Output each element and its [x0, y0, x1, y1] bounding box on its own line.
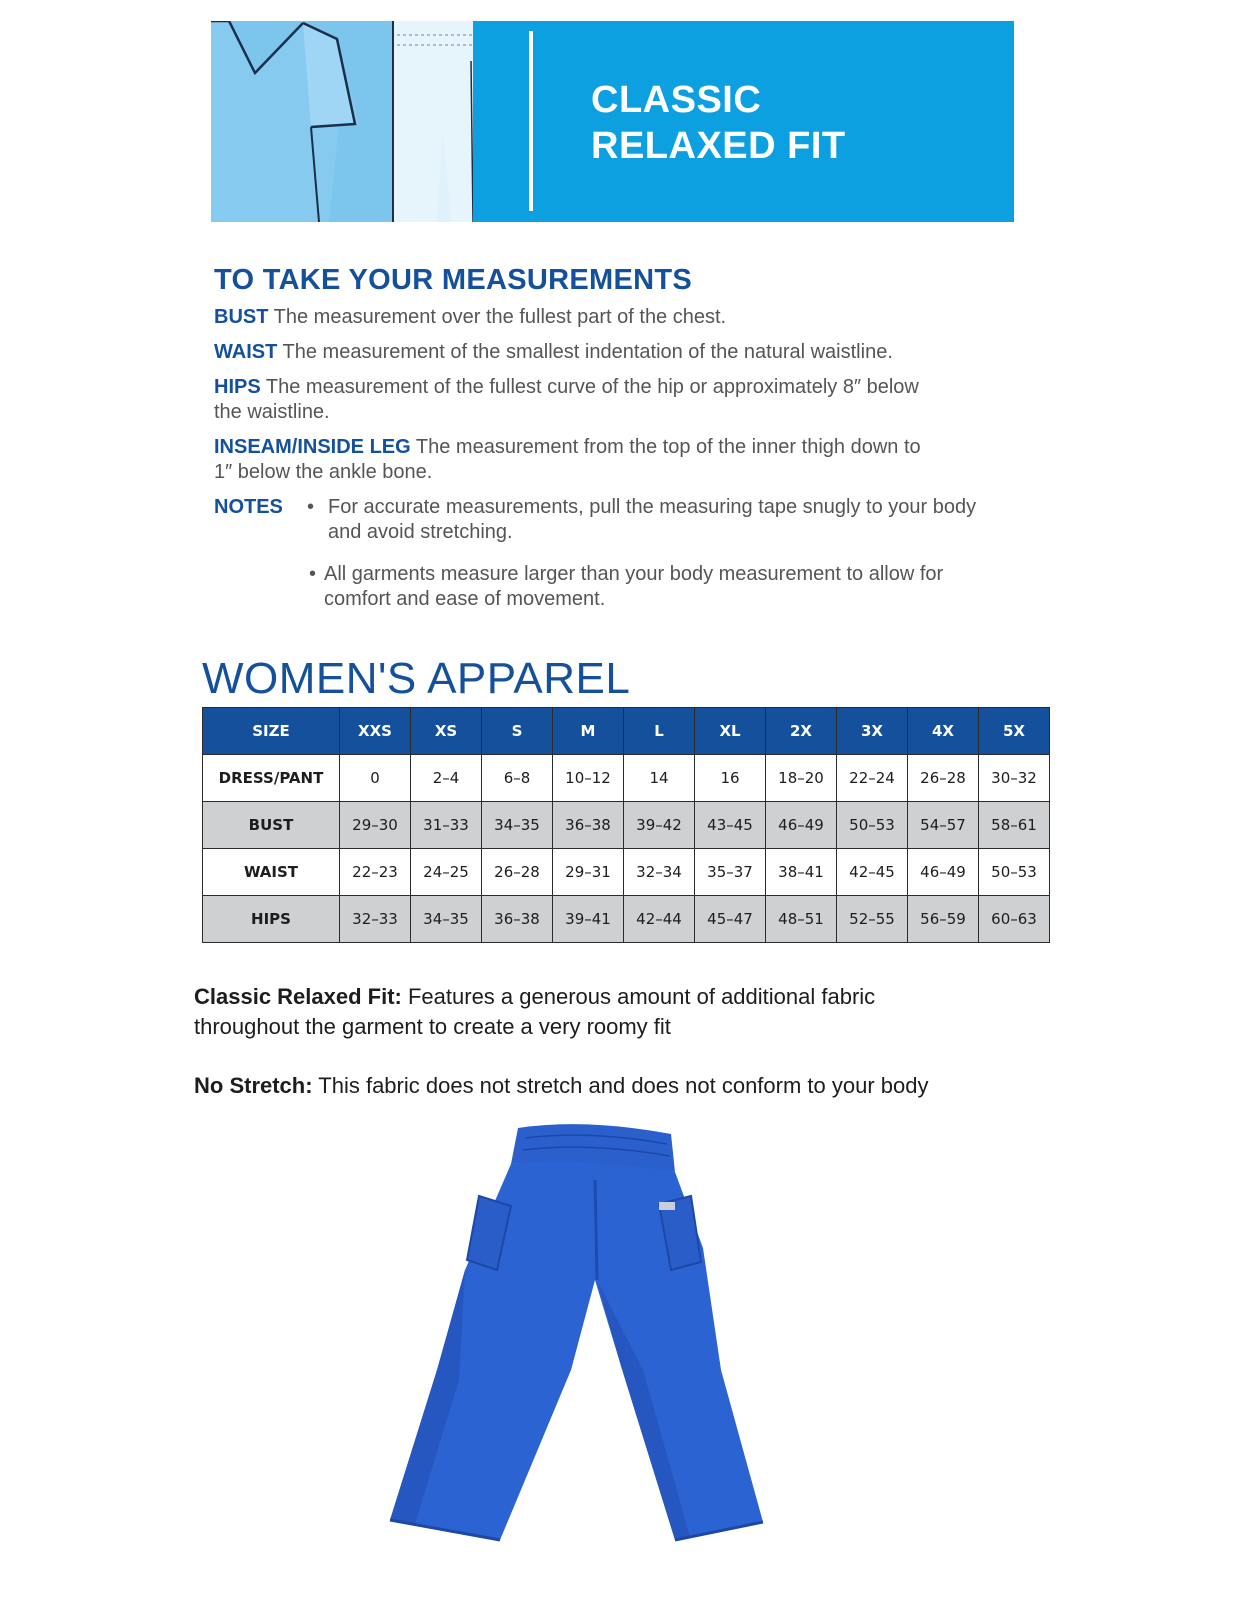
- size-header-cell: 3X: [837, 708, 908, 755]
- banner-title-line1: CLASSIC: [591, 79, 762, 121]
- size-header-cell: 2X: [766, 708, 837, 755]
- table-cell: 35–37: [695, 849, 766, 896]
- table-row-dress-pant: [203, 755, 1050, 802]
- measurement-label: INSEAM/INSIDE LEG: [214, 436, 411, 458]
- table-row-hips: [203, 896, 1050, 943]
- table-cell: 32–34: [624, 849, 695, 896]
- table-cell: 34–35: [482, 802, 553, 849]
- table-cell: 22–23: [340, 849, 411, 896]
- measurement-text: The measurement of the fullest curve of the hip or approximately 8″ below the waistline.: [214, 376, 919, 423]
- table-cell: 46–49: [908, 849, 979, 896]
- measurement-text: The measurement of the smallest indentation of the natural waistline.: [277, 341, 893, 363]
- table-cell: 30–32: [979, 755, 1050, 802]
- size-header-cell: XXS: [340, 708, 411, 755]
- fit-label: Classic Relaxed Fit:: [194, 984, 402, 1009]
- table-cell: 60–63: [979, 896, 1050, 943]
- stretch-description: [194, 1071, 1054, 1101]
- measurement-bust: [214, 305, 974, 330]
- scrub-pants-illustration-icon: [385, 1120, 785, 1570]
- table-cell: 29–30: [340, 802, 411, 849]
- table-cell: 34–35: [411, 896, 482, 943]
- table-cell: 31–33: [411, 802, 482, 849]
- banner-title-line2: RELAXED FIT: [591, 125, 846, 167]
- table-cell: 45–47: [695, 896, 766, 943]
- table-cell: 26–28: [908, 755, 979, 802]
- table-cell: 36–38: [553, 802, 624, 849]
- table-cell: 6–8: [482, 755, 553, 802]
- table-cell: 16: [695, 755, 766, 802]
- banner-title: [591, 77, 846, 169]
- size-header-cell: M: [553, 708, 624, 755]
- table-cell: 50–53: [837, 802, 908, 849]
- size-header-cell: L: [624, 708, 695, 755]
- fit-text: Features a generous amount of additional fabric throughout the garment to create a very roomy fit: [194, 984, 876, 1039]
- table-cell: 50–53: [979, 849, 1050, 896]
- scrub-top-and-pants-illustration: [211, 21, 485, 222]
- table-cell: 52–55: [837, 896, 908, 943]
- table-cell: 18–20: [766, 755, 837, 802]
- fit-banner: [211, 21, 1014, 222]
- note-text: For accurate measurements, pull the measuring tape snugly to your body and avoid stretching.: [328, 496, 977, 543]
- table-cell: 32–33: [340, 896, 411, 943]
- measurement-waist: [214, 340, 1004, 365]
- table-cell: 46–49: [766, 802, 837, 849]
- apparel-title: WOMEN'S APPAREL: [202, 654, 631, 703]
- measurement-text: The measurement over the fullest part of the chest.: [268, 306, 727, 328]
- table-cell: 42–45: [837, 849, 908, 896]
- size-header-cell: XS: [411, 708, 482, 755]
- row-label: HIPS: [203, 896, 340, 943]
- table-cell: 14: [624, 755, 695, 802]
- note-item: [214, 495, 1008, 545]
- measurement-inseam: [214, 435, 939, 485]
- table-cell: 56–59: [908, 896, 979, 943]
- table-cell: 38–41: [766, 849, 837, 896]
- table-cell: 29–31: [553, 849, 624, 896]
- size-header-row: [203, 708, 1050, 755]
- table-cell: 58–61: [979, 802, 1050, 849]
- measurement-label: BUST: [214, 306, 269, 328]
- size-header-cell: S: [482, 708, 553, 755]
- table-cell: 43–45: [695, 802, 766, 849]
- stretch-text: This fabric does not stretch and does not conform to your body: [312, 1073, 929, 1098]
- table-cell: 42–44: [624, 896, 695, 943]
- size-header-cell: XL: [695, 708, 766, 755]
- measurement-text: The measurement from the top of the inner thigh down to 1″ below the ankle bone.: [214, 436, 921, 483]
- table-row-bust: [203, 802, 1050, 849]
- table-cell: 54–57: [908, 802, 979, 849]
- table-cell: 10–12: [553, 755, 624, 802]
- table-cell: 22–24: [837, 755, 908, 802]
- size-header-cell: 4X: [908, 708, 979, 755]
- measurements-heading: TO TAKE YOUR MEASUREMENTS: [214, 264, 692, 296]
- table-cell: 39–41: [553, 896, 624, 943]
- table-cell: 48–51: [766, 896, 837, 943]
- table-cell: 36–38: [482, 896, 553, 943]
- row-label: BUST: [203, 802, 340, 849]
- measurement-label: WAIST: [214, 341, 278, 363]
- measurement-label: HIPS: [214, 376, 261, 398]
- measurement-instructions: [214, 264, 1014, 629]
- fit-description: [194, 982, 954, 1042]
- size-header-cell: 5X: [979, 708, 1050, 755]
- size-chart-table: [202, 707, 1050, 943]
- notes-label: NOTES: [214, 496, 283, 518]
- measurement-hips: [214, 375, 934, 425]
- table-cell: 39–42: [624, 802, 695, 849]
- row-label: DRESS/PANT: [203, 755, 340, 802]
- table-row-waist: [203, 849, 1050, 896]
- banner-divider: [529, 31, 533, 211]
- table-cell: 26–28: [482, 849, 553, 896]
- table-cell: 0: [340, 755, 411, 802]
- bullet-icon: •: [309, 563, 317, 585]
- row-label: WAIST: [203, 849, 340, 896]
- size-header-label: SIZE: [203, 708, 340, 755]
- table-cell: 2–4: [411, 755, 482, 802]
- stretch-label: No Stretch:: [194, 1073, 313, 1098]
- table-cell: 24–25: [411, 849, 482, 896]
- note-item: [214, 562, 964, 612]
- notes-section: [214, 495, 1014, 612]
- bullet-icon: •: [307, 496, 315, 518]
- note-text: All garments measure larger than your body measurement to allow for comfort and ease of movement.: [324, 563, 944, 610]
